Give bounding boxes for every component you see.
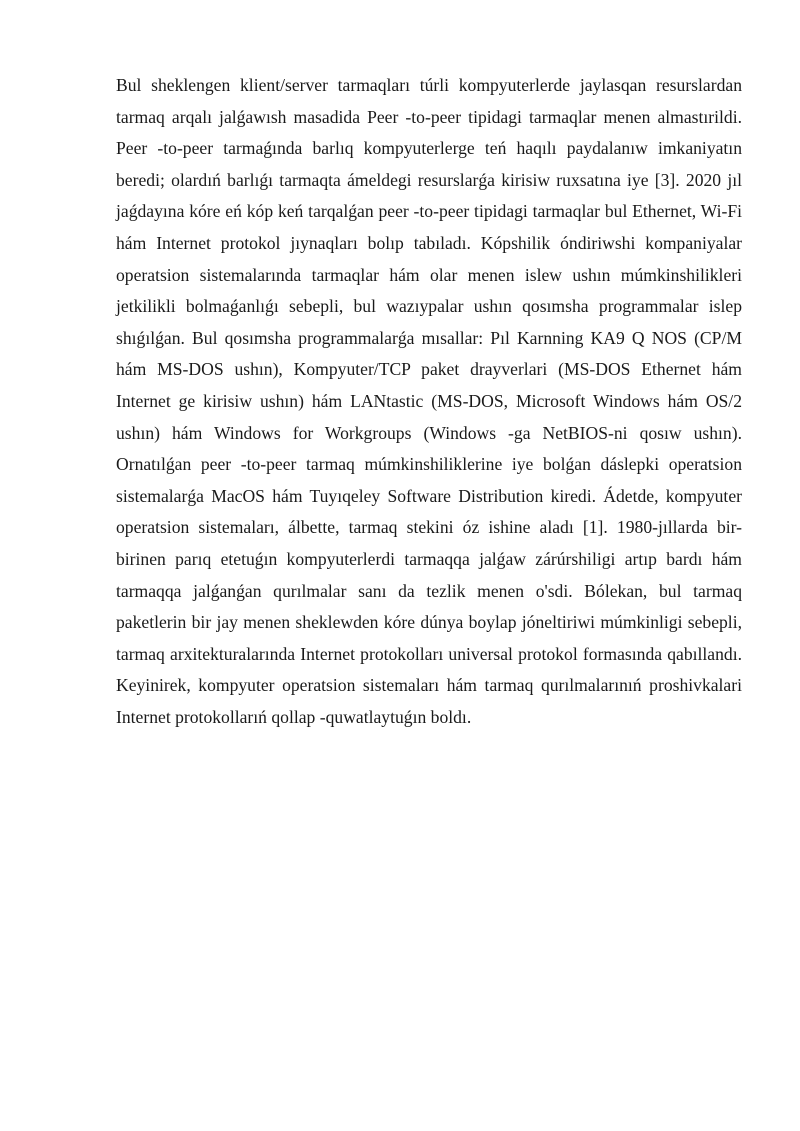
body-paragraph: Bul sheklengen klient/server tarmaqları túrli kompyuterlerde jaylasqan resurslardan tarmaq arqalı jalǵawısh masadida Peer -to-peer tipidagi tarmaqlar menen almastırildi. Peer -to-peer tarmaǵında barlıq kompyuterlerge teń haqılı paydalanıw imkaniyatın beredi; olardıń barlıǵı tarmaqta ámeldegi resurslarǵa kirisiw ruxsatına iye [3]. 2020 jıl jaǵdayına kóre eń kóp keń tarqalǵan peer -to-peer tipidagi tarmaqlar bul Ethernet, Wi-Fi hám Internet protokol jıynaqları bolıp tabıladı. Kópshilik óndiriwshi kompaniyalar operatsion sistemalarında tarmaqlar hám olar menen islew ushın múmkinshilikleri jetkilikli bolmaǵanlıǵı sebepli, bul wazıypalar ushın qosımsha programmalar islep shıǵılǵan. Bul qosımsha programmalarǵa mısallar: Pıl Karnning KA9 Q NOS (CP/M hám MS-DOS ushın), Kompyuter/TCP paket drayverlari (MS-DOS Ethernet hám Internet ge kirisiw ushın) hám LANtastic (MS-DOS, Microsoft Windows hám OS/2 ushın) hám Windows for Workgroups (Windows -ga NetBIOS-ni qosıw ushın). Ornatılǵan peer -to-peer tarmaq múmkinshiliklerine iye bolǵan dáslepki operatsion sistemalarǵa MacOS hám Tuyıqeley Software Distribution kiredi. Ádetde, kompyuter operatsion sistemaları, álbette, tarmaq stekini óz ishine aladı [1]. 1980-jıllarda bir-birinen parıq etetuǵın kompyuterlerdi tarmaqqa jalǵaw zárúrshiligi artıp bardı hám tarmaqqa jalǵanǵan qurılmalar sanı da tezlik menen o'sdi. Bólekan, bul tarmaq paketlerin bir jay menen sheklewden kóre dúnya boylap jóneltiriwi múmkinligi sebepli, tarmaq arxitekturalarında Internet protokolları universal protokol formasında qabıllandı. Keyinirek, kompyuter operatsion sistemaları hám tarmaq qurılmalarınıń proshivkalari Internet protokollarıń qollap -quwatlaytuǵın boldı. (116, 75, 742, 727)
